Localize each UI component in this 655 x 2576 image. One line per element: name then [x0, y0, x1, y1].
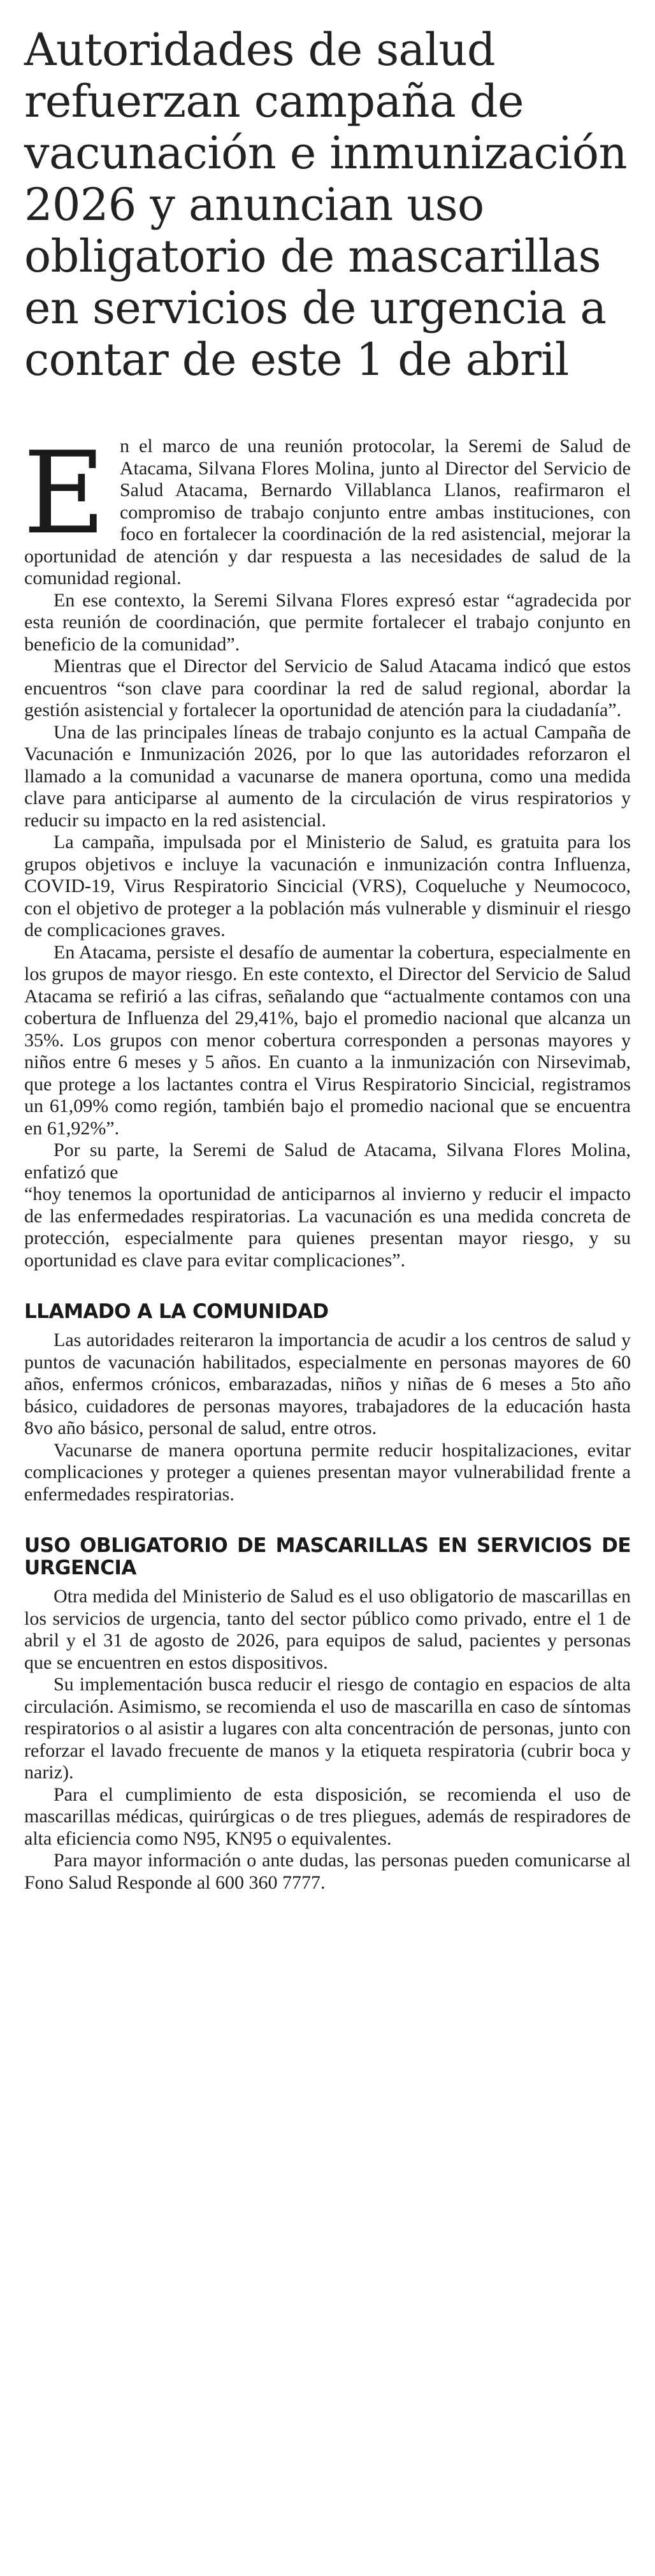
- drop-cap: E: [23, 427, 106, 559]
- paragraph: Otra medida del Ministerio de Salud es el uso obligatorio de mascarillas en los servicios de urgencia, tanto del sector público como privado, entre el 1 de abril y el 31 de agosto de 2026, para equipos de salud, pacientes y personas que se encuentren en estos dispositivos.: [24, 1586, 631, 1673]
- paragraph: Las autoridades reiteraron la importancia de acudir a los centros de salud y puntos de vacunación habilitados, especialmente en personas mayores de 60 años, enfermos crónicos, embarazadas, niños y niñas de 6 meses a 5to año básico, cuidadores de personas mayores, trabajadores de la educación hasta 8vo año básico, personal de salud, entre otros.: [24, 1329, 631, 1438]
- paragraph: En Atacama, persiste el desafío de aumentar la cobertura, especialmente en los grupos de mayor riesgo. En este contexto, el Director del Servicio de Salud Atacama se refirió a las cifras, señalando que “actualmente contamos con una cobertura de Influenza del 29,41%, bajo el promedio nacional que alcanza un 35%. Los grupos con menor cobertura corresponden a personas mayores y niños entre 6 meses y 5 años. En cuanto a la inmunización con Nirsevimab, que protege a los lactantes contra el Virus Respiratorio Sincicial, registramos un 61,09% como región, también bajo el promedio nacional que se encuentra en 61,92%”.: [24, 941, 631, 1139]
- paragraph: Para el cumplimiento de esta disposición, se recomienda el uso de mascarillas médicas, quirúrgicas o de tres pliegues, además de respiradores de alta eficiencia como N95, KN95 o equivalentes.: [24, 1783, 631, 1849]
- section-heading-mascarillas: USO OBLIGATORIO DE MASCARILLAS EN SERVICIOS DE URGENCIA: [24, 1534, 631, 1579]
- section-heading-llamado: LLAMADO A LA COMUNIDAD: [24, 1300, 329, 1323]
- quote-paragraph: “hoy tenemos la oportunidad de anticiparnos al invierno y reducir el impacto de las enfermedades respiratorias. La vacunación es una medida concreta de protección, especialmente para quienes presentan mayor riesgo, y su oportunidad es clave para evitar complicaciones”.: [24, 1183, 631, 1271]
- paragraph: Para mayor información o ante dudas, las personas pueden comunicarse al Fono Salud Responde al 600 360 7777.: [24, 1850, 631, 1893]
- paragraph: Vacunarse de manera oportuna permite reducir hospitalizaciones, evitar complicaciones y proteger a quienes presentan mayor vulnerabilidad frente a enfermedades respiratorias.: [24, 1439, 631, 1505]
- lead-text: n el marco de una reunión protocolar, la Seremi de Salud de Atacama, Silvana Flores Molina, junto al Director del Servicio de Salud Atacama, Bernardo Villablanca Llanos, reafirmaron el compromiso de trabajo conjunto entre ambas instituciones, con foco en fortalecer la coordinación de la red asistencial, mejorar la oportunidad de atención y dar respuesta a las necesidades de salud de la comunidad regional.: [24, 435, 631, 589]
- paragraph: En ese contexto, la Seremi Silvana Flores expresó estar “agradecida por esta reunión de coordinación, que permite fortalecer el trabajo conjunto en beneficio de la comunidad”.: [24, 589, 631, 655]
- paragraph: Por su parte, la Seremi de Salud de Atacama, Silvana Flores Molina, enfatizó que: [24, 1139, 631, 1183]
- article-body: [23, 427, 631, 1894]
- headline: Autoridades de salud refuerzan campaña de vacunación e inmunización 2026 y anuncian uso obligatorio de mascarillas en servicios de urgencia a contar de este 1 de abril: [24, 24, 627, 386]
- paragraph: Su implementación busca reducir el riesgo de contagio en espacios de alta circulación. Asimismo, se recomienda el uso de mascarilla en caso de síntomas respiratorios o al asistir a lugares con alta concentración de personas, junto con reforzar el lavado frecuente de manos y la etiqueta respiratoria (cubrir boca y nariz).: [24, 1674, 631, 1783]
- lead-paragraph: [23, 427, 631, 590]
- paragraph: Mientras que el Director del Servicio de Salud Atacama indicó que estos encuentros “son clave para coordinar la red de salud regional, abordar la gestión asistencial y fortalecer la oportunidad de atención para la ciudadanía”.: [24, 655, 631, 721]
- paragraph: Una de las principales líneas de trabajo conjunto es la actual Campaña de Vacunación e Inmunización 2026, por lo que las autoridades reforzaron el llamado a la comunidad a vacunarse de manera oportuna, como una medida clave para anticiparse al aumento de la circulación de virus respiratorios y reducir su impacto en la red asistencial.: [24, 721, 631, 831]
- paragraph: La campaña, impulsada por el Ministerio de Salud, es gratuita para los grupos objetivos e incluye la vacunación e inmunización contra Influenza, COVID-19, Virus Respiratorio Sincicial (VRS), Coqueluche y Neumococo, con el objetivo de proteger a la población más vulnerable y disminuir el riesgo de complicaciones graves.: [24, 831, 631, 940]
